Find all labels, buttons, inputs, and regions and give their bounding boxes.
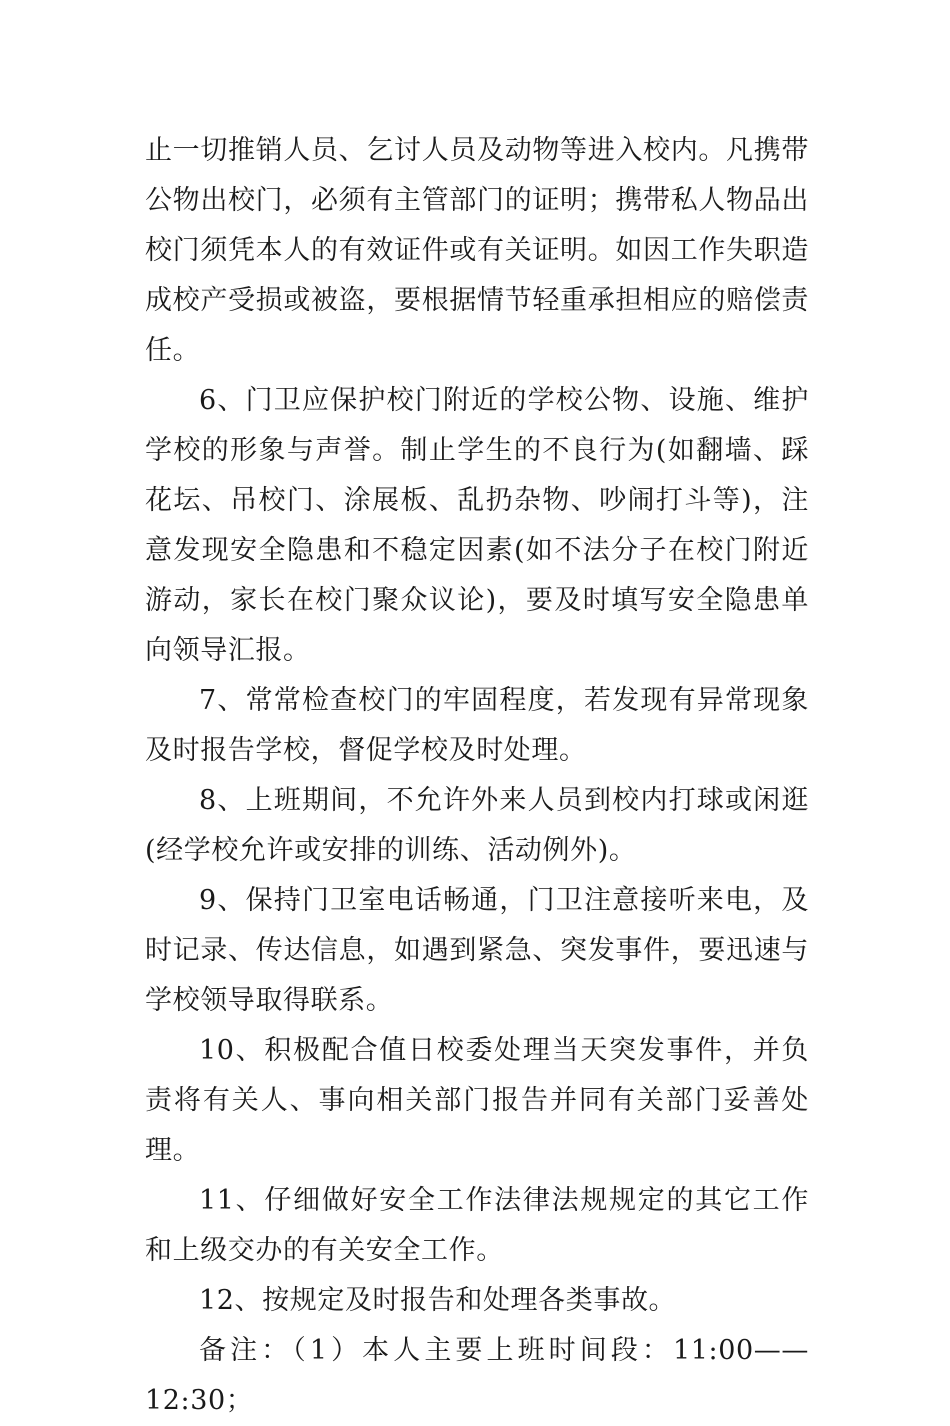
paragraph-item-12: 12、按规定及时报告和处理各类事故。 — [199, 1285, 677, 1316]
paragraph-item-7: 7、常常检查校门的牢固程度，若发现有异常现象及时报告学校，督促学校及时处理。 — [145, 685, 809, 766]
paragraph-item-8: 8、上班期间，不允许外来人员到校内打球或闲逛(经学校允许或安排的训练、活动例外)。 — [145, 785, 809, 866]
paragraph-item-9: 9、保持门卫室电话畅通，门卫注意接听来电，及时记录、传达信息，如遇到紧急、突发事件，要迅速与学校领导取得联系。 — [145, 885, 809, 1016]
document-body — [145, 126, 809, 1426]
paragraph-item-11: 11、仔细做好安全工作法律法规规定的其它工作和上级交办的有关安全工作。 — [145, 1185, 809, 1266]
paragraph-remark: 备注：（1）本人主要上班时间段：11:00——12:30； — [145, 1335, 809, 1416]
paragraph-item-10: 10、积极配合值日校委处理当天突发事件，并负责将有关人、事向相关部门报告并同有关部门妥善处理。 — [145, 1035, 809, 1166]
paragraph-continuation: 止一切推销人员、乞讨人员及动物等进入校内。凡携带公物出校门，必须有主管部门的证明；携带私人物品出校门须凭本人的有效证件或有关证明。如因工作失职造成校产受损或被盗，要根据情节轻重承担相应的赔偿责任。 — [145, 135, 809, 366]
paragraph-item-6: 6、门卫应保护校门附近的学校公物、设施、维护学校的形象与声誉。制止学生的不良行为(如翻墙、踩花坛、吊校门、涂展板、乱扔杂物、吵闹打斗等)，注意发现安全隐患和不稳定因素(如不法分子在校门附近游动，家长在校门聚众议论)，要及时填写安全隐患单向领导汇报。 — [145, 385, 809, 666]
